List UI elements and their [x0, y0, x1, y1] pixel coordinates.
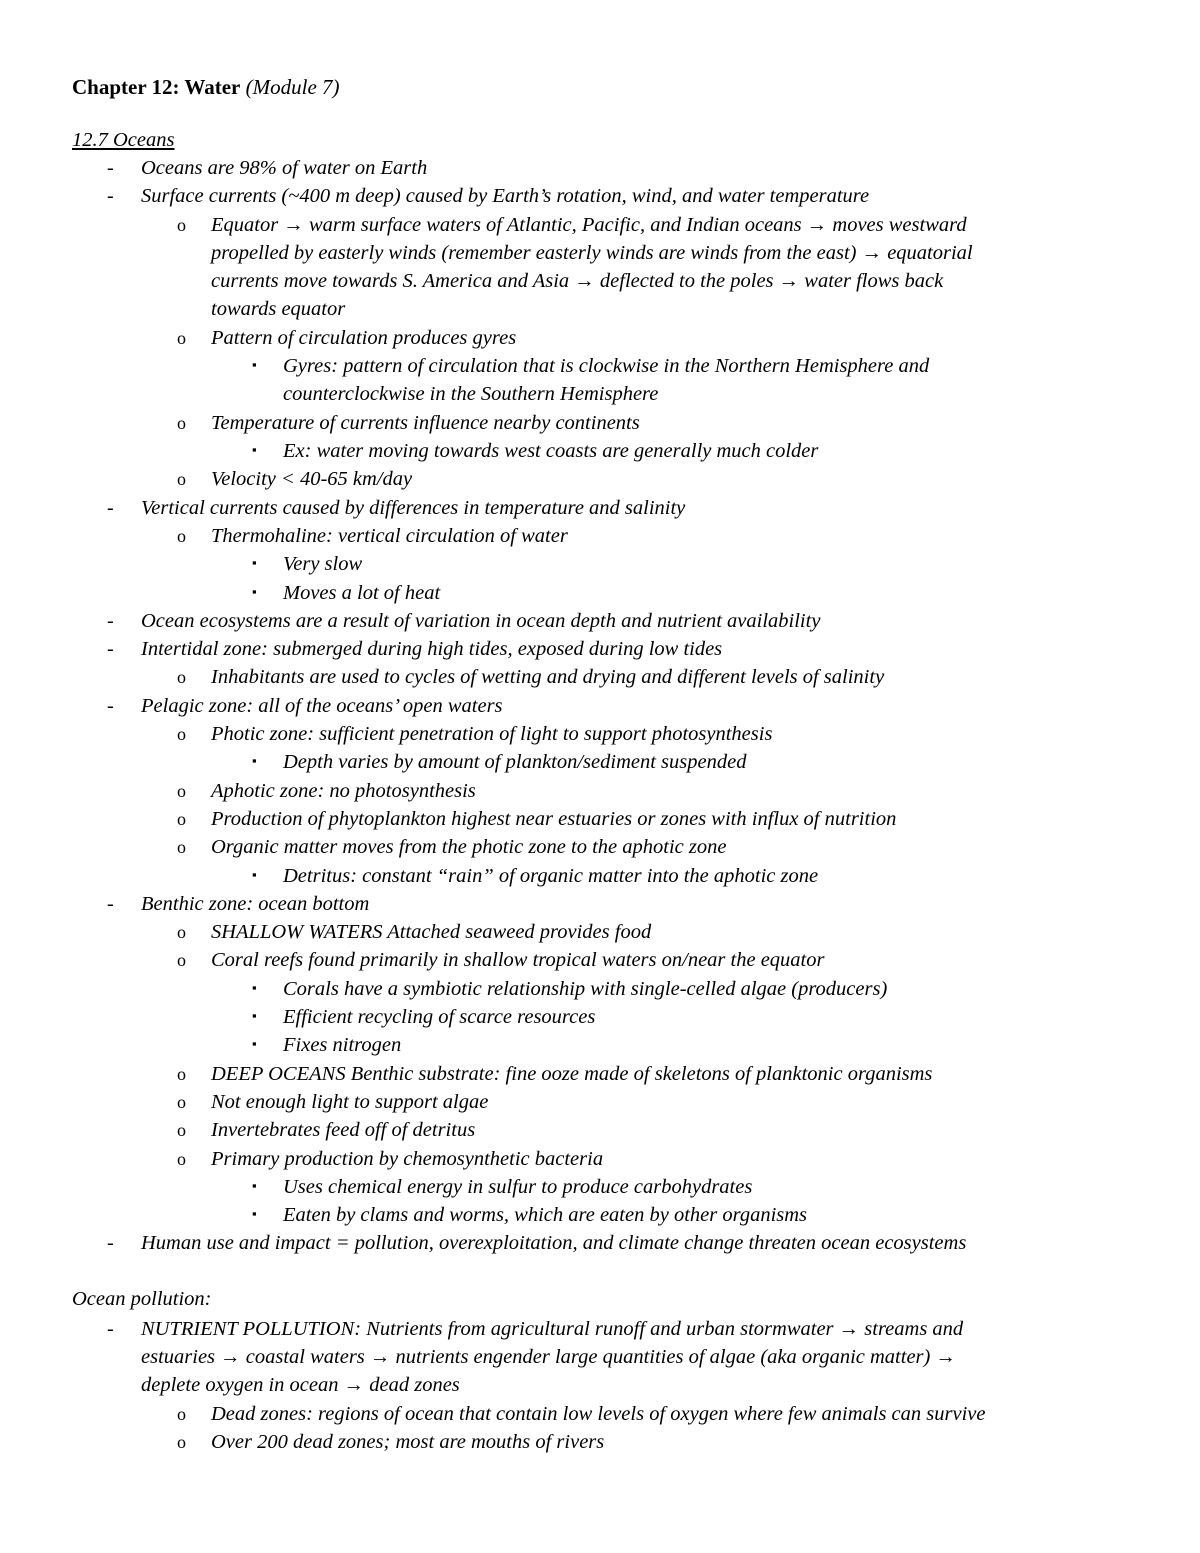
notes-item-level1 — [107, 607, 1130, 635]
list-item-text: Temperature of currents influence nearby continents — [211, 411, 640, 434]
list-item-text: SHALLOW WATERS Attached seaweed provides food — [211, 921, 652, 944]
list-marker: o — [177, 808, 186, 829]
list-item-text: Velocity < 40-65 km/day — [211, 468, 413, 491]
list-item-text: Primary production by chemosynthetic bacteria — [211, 1147, 604, 1170]
list-marker: ▪ — [252, 357, 257, 373]
list-marker: o — [177, 837, 186, 858]
list-item-text: Coral reefs found primarily in shallow tropical waters on/near the equator — [211, 949, 825, 972]
list-marker: o — [177, 1403, 186, 1424]
notes-item-level2 — [177, 1060, 1130, 1088]
notes-item-level2 — [177, 522, 1130, 550]
list-item-text: Vertical currents caused by differences in temperature and salinity — [141, 496, 686, 519]
notes-item-level3 — [252, 1201, 1130, 1229]
list-marker: o — [177, 922, 186, 943]
notes-item-level1 — [107, 494, 1130, 522]
list-marker: o — [177, 412, 186, 433]
list-item-text: Over 200 dead zones; most are mouths of rivers — [211, 1431, 605, 1454]
list-marker: - — [107, 892, 114, 915]
list-marker: - — [107, 1318, 114, 1340]
list-item-text: Dead zones: regions of ocean that contain low levels of oxygen where few animals can survive — [211, 1402, 986, 1425]
list-item-text: Very slow — [283, 553, 363, 576]
list-marker: ▪ — [252, 1036, 257, 1052]
list-item-text: Benthic zone: ocean bottom — [141, 892, 370, 915]
list-marker: - — [107, 1232, 114, 1255]
notes-item-level3 — [252, 975, 1130, 1003]
list-marker: o — [177, 1120, 186, 1141]
list-item-text: Production of phytoplankton highest near estuaries or zones with influx of nutrition — [211, 807, 897, 830]
notes-item-level2 — [177, 918, 1130, 946]
notes-item-level3 — [252, 579, 1130, 607]
list-item-text: Depth varies by amount of plankton/sediment suspended — [283, 751, 747, 774]
notes-item-level2 — [177, 1088, 1130, 1116]
notes-item-level1 — [107, 692, 1130, 720]
list-marker: ▪ — [252, 1008, 257, 1023]
list-item-text: Pelagic zone: all of the oceans’ open waters — [141, 694, 503, 717]
notes-item-level2 — [177, 805, 1130, 833]
list-marker: - — [107, 157, 114, 179]
list-marker: ▪ — [252, 979, 257, 995]
notes-item-level2 — [177, 465, 1130, 493]
list-marker: o — [177, 327, 186, 348]
chapter-title: Chapter 12: Water — [72, 75, 241, 99]
list-marker: o — [177, 214, 186, 235]
list-item-text: Invertebrates feed off of detritus — [211, 1119, 476, 1142]
list-item-text: Eaten by clams and worms, which are eaten by other organisms — [283, 1204, 808, 1227]
notes-item-level2 — [177, 211, 1130, 323]
notes-item-level2 — [177, 946, 1130, 974]
notes-item-level2 — [177, 409, 1130, 437]
list-item-text: Ocean ecosystems are a result of variation in ocean depth and nutrient availability — [141, 609, 821, 632]
list-marker: ▪ — [252, 866, 257, 882]
notes-item-level1 — [107, 635, 1130, 663]
notes-item-level1 — [107, 1229, 1130, 1257]
list-item-text: Inhabitants are used to cycles of wetting and drying and different levels of salinity — [211, 666, 885, 689]
list-marker: ▪ — [252, 442, 257, 457]
list-marker: - — [107, 694, 114, 717]
list-item-text: Human use and impact = pollution, overexploitation, and climate change threaten ocean ecosystems — [141, 1232, 967, 1255]
pollution-item-level1 — [107, 1315, 1130, 1399]
list-marker: ▪ — [252, 555, 257, 571]
notes-item-level2 — [177, 1116, 1130, 1144]
list-item-text: Corals have a symbiotic relationship with single-celled algae (producers) — [283, 977, 888, 1000]
notes-item-level3 — [252, 748, 1130, 776]
notes-item-level2 — [177, 663, 1130, 691]
notes-item-level2 — [177, 833, 1130, 861]
subsection-heading: Ocean pollution: — [72, 1288, 212, 1310]
list-item-text: Photic zone: sufficient penetration of light to support photosynthesis — [211, 723, 773, 745]
list-marker: o — [177, 667, 186, 688]
list-item-text: Pattern of circulation produces gyres — [211, 326, 517, 349]
pollution-item-level2 — [177, 1428, 1130, 1456]
section-heading: 12.7 Oceans — [72, 129, 175, 151]
list-item-text: Not enough light to support algae — [211, 1090, 489, 1113]
notes-item-level2 — [177, 777, 1130, 805]
notes-item-level3 — [252, 862, 1130, 890]
notes-item-level2 — [177, 1145, 1130, 1173]
list-marker: - — [107, 638, 114, 661]
notes-item-level3 — [252, 1173, 1130, 1201]
list-marker: - — [107, 609, 114, 632]
page-title — [72, 75, 340, 99]
notes-item-level3 — [252, 1031, 1130, 1059]
list-item-text: Intertidal zone: submerged during high tides, exposed during low tides — [141, 638, 723, 661]
notes-item-level2 — [177, 324, 1130, 352]
list-item-text: DEEP OCEANS Benthic substrate: fine ooze made of skeletons of planktonic organisms — [211, 1062, 933, 1085]
list-item-text: Gyres: pattern of circulation that is clockwise in the Northern Hemisphere and counterclockwise in the Southern Hemisphere — [283, 355, 930, 406]
list-marker: o — [177, 1432, 186, 1453]
list-item-text: Surface currents (~400 m deep) caused by Earth’s rotation, wind, and water temperature — [141, 185, 870, 208]
list-marker: ▪ — [252, 1206, 257, 1222]
list-item-text: Aphotic zone: no photosynthesis — [211, 779, 476, 802]
list-marker: ▪ — [252, 583, 257, 599]
list-item-text: Equator → warm surface waters of Atlantic, Pacific, and Indian oceans → moves westward propelled by easterly winds (remember easterly winds are winds from the east) → equatorial currents move towards S. America and Asia → deflected to the poles → water flows back towards equator — [211, 213, 973, 320]
list-item-text: Efficient recycling of scarce resources — [283, 1006, 596, 1028]
notes-item-level3 — [252, 550, 1130, 578]
list-item-text: Organic matter moves from the photic zone to the aphotic zone — [211, 836, 727, 859]
list-item-text: Thermohaline: vertical circulation of water — [211, 524, 568, 547]
list-item-text: Oceans are 98% of water on Earth — [141, 157, 428, 179]
list-marker: - — [107, 185, 114, 208]
list-item-text: NUTRIENT POLLUTION: Nutrients from agricultural runoff and urban stormwater → streams and estuaries → coastal waters → nutrients engender large quantities of algae (aka organic matter) → deplete oxygen in ocean → dead zones — [141, 1318, 964, 1396]
pollution-item-level2 — [177, 1400, 1130, 1428]
notes-item-level3 — [252, 352, 1130, 408]
list-item-text: Moves a lot of heat — [283, 581, 441, 604]
notes-item-level1 — [107, 182, 1130, 210]
list-marker: o — [177, 1148, 186, 1169]
notes-item-level1 — [107, 890, 1130, 918]
list-item-text: Fixes nitrogen — [283, 1034, 402, 1057]
list-marker: ▪ — [252, 1177, 257, 1193]
list-marker: o — [177, 724, 186, 744]
list-marker: o — [177, 525, 186, 546]
list-item-text: Uses chemical energy in sulfur to produce carbohydrates — [283, 1175, 753, 1198]
list-marker: o — [177, 469, 186, 490]
list-item-text: Ex: water moving towards west coasts are generally much colder — [283, 440, 819, 462]
notes-item-level1 — [107, 154, 1130, 182]
list-marker: ▪ — [252, 753, 257, 769]
list-marker: o — [177, 1091, 186, 1112]
list-marker: o — [177, 950, 186, 971]
list-marker: - — [107, 496, 114, 519]
notes-item-level3 — [252, 437, 1130, 465]
module-label: (Module 7) — [245, 75, 340, 99]
notes-item-level3 — [252, 1003, 1130, 1031]
list-marker: o — [177, 780, 186, 801]
list-marker: o — [177, 1063, 186, 1084]
notes-item-level2 — [177, 720, 1130, 748]
list-item-text: Detritus: constant “rain” of organic matter into the aphotic zone — [283, 864, 819, 887]
